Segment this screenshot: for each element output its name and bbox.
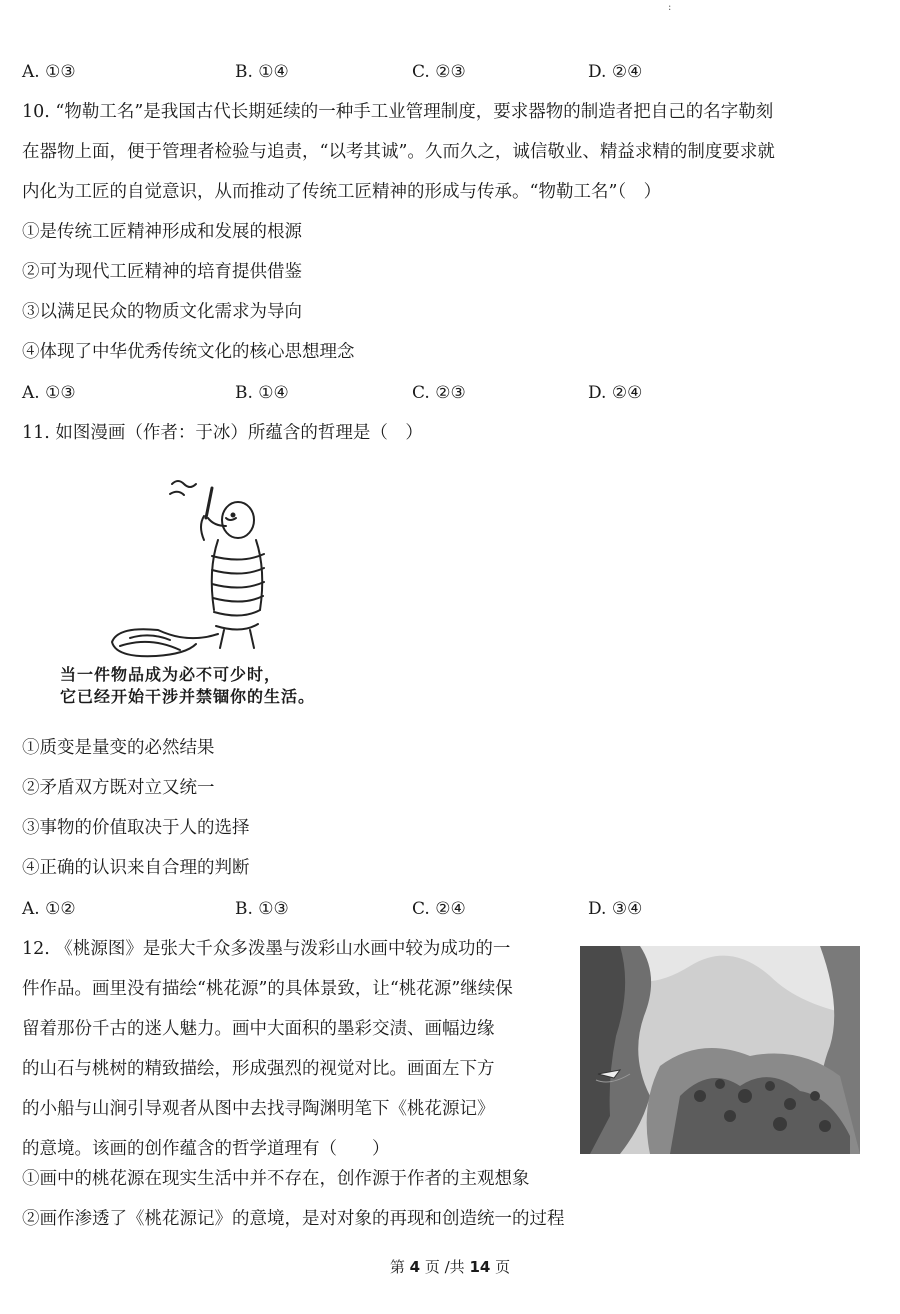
q10-stem-line-3: 内化为工匠的自觉意识，从而推动了传统工匠精神的形成与传承。“物勒工名”（ ） — [22, 182, 662, 202]
q12-item-1: ①画中的桃花源在现实生活中并不存在，创作源于作者的主观想象 — [22, 1169, 530, 1189]
q11-item-3: ③事物的价值取决于人的选择 — [22, 818, 250, 838]
q10-stem-line-2: 在器物上面，便于管理者检验与追责，“以考其诚”。久而久之，诚信敬业、精益求精的制度要求就 — [22, 142, 775, 162]
q10-option-d[interactable]: D. ②④ — [588, 383, 643, 403]
q12-item-2: ②画作渗透了《桃花源记》的意境，是对对象的再现和创造统一的过程 — [22, 1209, 565, 1229]
q10-item-4: ④体现了中华优秀传统文化的核心思想理念 — [22, 342, 355, 362]
q10-option-b[interactable]: B. ①④ — [235, 383, 289, 403]
footer-total-pages: 14 — [469, 1258, 491, 1276]
q11-option-b[interactable]: B. ①③ — [235, 899, 289, 919]
q11-stem: 11. 如图漫画（作者：于冰）所蕴含的哲理是（ ） — [22, 423, 423, 443]
footer-middle: 页 /共 — [420, 1258, 470, 1276]
q12-stem-line-3: 留着那份千古的迷人魅力。画中大面积的墨彩交渍、画幅边缘 — [22, 1019, 495, 1039]
q10-stem-line-1: 10. “物勒工名”是我国古代长期延续的一种手工业管理制度，要求器物的制造者把自己的名字勒刻 — [22, 102, 774, 122]
q10-item-1: ①是传统工匠精神形成和发展的根源 — [22, 222, 302, 242]
q11-option-a[interactable]: A. ①② — [22, 899, 76, 919]
q10-item-3: ③以满足民众的物质文化需求为导向 — [22, 302, 302, 322]
q9-option-c[interactable]: C. ②③ — [412, 62, 466, 82]
page-footer — [0, 1252, 900, 1282]
footer-prefix: 第 — [389, 1258, 410, 1276]
q11-option-d[interactable]: D. ③④ — [588, 899, 643, 919]
q10-option-a[interactable]: A. ①③ — [22, 383, 76, 403]
q12-stem-line-1: 12. 《桃源图》是张大千众多泼墨与泼彩山水画中较为成功的一 — [22, 939, 511, 959]
q11-options — [22, 889, 882, 929]
q10-option-c[interactable]: C. ②③ — [412, 383, 466, 403]
cartoon-caption-line-1: 当一件物品成为必不可少时， — [60, 665, 282, 684]
cartoon-caption-line-2: 它已经开始干涉并禁锢你的生活。 — [60, 687, 316, 706]
q10-item-2: ②可为现代工匠精神的培育提供借鉴 — [22, 262, 302, 282]
q12-stem-line-2: 件作品。画里没有描绘“桃花源”的具体景致，让“桃花源”继续保 — [22, 979, 513, 999]
q11-item-2: ②矛盾双方既对立又统一 — [22, 778, 215, 798]
cartoon-caption — [60, 664, 315, 708]
q9-option-a[interactable]: A. ①③ — [22, 62, 76, 82]
q9-option-d[interactable]: D. ②④ — [588, 62, 643, 82]
q11-item-1: ①质变是量变的必然结果 — [22, 738, 215, 758]
q9-option-b[interactable]: B. ①④ — [235, 62, 289, 82]
q11-option-c[interactable]: C. ②④ — [412, 899, 466, 919]
painting-image — [580, 946, 860, 1154]
footer-page-number: 4 — [409, 1258, 421, 1276]
corner-mark: : — [668, 2, 672, 13]
q10-options — [22, 373, 882, 413]
q9-options — [22, 52, 882, 92]
q12-stem-line-6: 的意境。该画的创作蕴含的哲学道理有（ ） — [22, 1139, 390, 1159]
footer-suffix: 页 — [490, 1258, 511, 1276]
q12-stem-line-4: 的山石与桃树的精致描绘，形成强烈的视觉对比。画面左下方 — [22, 1059, 495, 1079]
q12-stem-line-5: 的小船与山涧引导观者从图中去找寻陶渊明笔下《桃花源记》 — [22, 1099, 495, 1119]
q11-item-4: ④正确的认识来自合理的判断 — [22, 858, 250, 878]
